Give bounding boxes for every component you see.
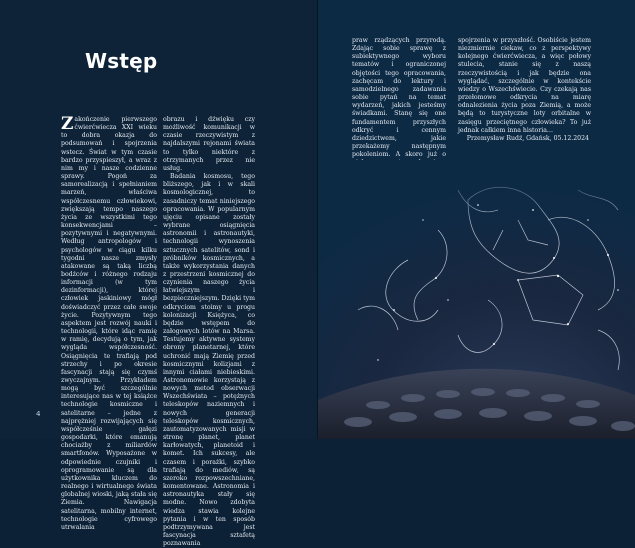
left-page — [0, 0, 317, 548]
drop-cap: Z — [61, 114, 74, 134]
paragraph: obrazu i dźwięku czy możliwość komunikacji w czasie rzeczywistym z najdalszymi rejonami świata to tylko niektóre z otrzymanych przez nie usług. — [163, 116, 255, 172]
paragraph: Badania kosmosu, tego bliższego, jak i w skali kosmologicznej, to zasadniczy temat niniejszego opracowania. W popularnym ujęciu opisane zostały wybrane osiągnięcia astronomii i astronautyki, technologii wynoszenia sztucznych satelitów, sond i próbników kosmicznych, a także wykorzystania danych z przestrzeni kosmicznej do czynienia naszego życia łatwiejszym i bezpieczniejszym. Dzięki tym odkryciom stoimy u progu kolonizacji Księżyca, co będzie wstępem do załogowych lotów na Marsa. Testujemy aktywne systemy obrony planetarnej, które uchronić mają Ziemię przed kosmicznymi kolizjami z innymi ciałami niebieskimi. Astronomowie korzystają z nowych metod obserwacji Wszechświata – potężnych teleskopów naziemnych i nowych generacji teleskopów kosmicznych, zautomatyzowanych misji w stronę planet, planet karłowatych, planetoid i komet. Ich sukcesy, ale czasem i porażki, szybko trafiają do mediów, są szeroko rozpowszechniane, komentowane. Astronomia i astronautyka stały się modne. Nowo zdobyta wiedza stawia kolejne pytania i w ten sposób podtrzymywana jest fascynacja sztafetą poznawania — [163, 173, 255, 548]
text-column-4 — [458, 37, 591, 143]
author-signature: Przemysław Rudź, Gdańsk, 05.12.2024 — [466, 134, 589, 142]
paragraph — [61, 116, 157, 532]
chapter-title: Wstęp — [85, 49, 158, 73]
right-page — [318, 0, 635, 439]
page-number: 4 — [36, 410, 41, 418]
planetarium-photo — [318, 160, 635, 439]
text-column-1 — [61, 116, 157, 532]
text-column-2 — [163, 116, 255, 548]
paragraph: spojrzenia w przyszłość. Osobiście jestem niezmiernie ciekaw, co z perspektywy kolejnego ćwierćwiecza, a więc połowy stulecia, stanie się z naszą rzeczywistością i jak będzie ona wyglądać, szczególnie w kontekście wiedzy o Wszechświecie. Czy czekają nas przełomowe odkrycia na miarę odnalezienia życia poza Ziemią, a może będą to turystyczne loty orbitalne w zasięgu przeciętnego człowieka? To już jednak całkiem inna historia… — [458, 37, 591, 134]
paragraph-text: akończenie pierwszego ćwierćwiecza XXI wieku to dobra okazja do podsumowań i spojrzenia wstecz. Świat w tym czasie bardzo przyspieszył, a wraz z nim my i nasze codzienne sprawy. Pogoń za samorealizacją i spełnianiem marzeń, właściwa współczesnemu człowiekowi, zwiększają tempo naszego życia ze wszystkimi tego konsekwencjami – pozytywnymi i negatywnymi. Według antropologów i psychologów w ciągu kilku tygodni nasze zmysły atakowane są taką liczbą bodźców i różnego rodzaju informacji (w tym dezinformacji), której człowiek jaskiniowy mógł doświadczyć przez całe swoje życie. Pozytywnym tego aspektem jest rozwój nauki i technologii, które idąc ramię w ramię, decydują o tym, jak wygląda współczesność. Osiągnięcia te trafiają pod strzechy i po okresie fascynacji stają się czymś zwyczajnym. Przykładem mogą być szczególnie interesujące nas w tej książce technologie kosmiczne i satelitarne – jedne z najprężniej rozwijających się współcześnie gałęzi gospodarki, które emanują chociażby z miliardów smartfonów. Wyposażone w odpowiednie czujniki i oprogramowanie są dla użytkownika kluczem do realnego i wirtualnego świata globalnej wioski, jaką stała się Ziemia. Nawigacja satelitarna, mobilny internet, technologie cyfrowego utrwalania — [61, 116, 157, 531]
paragraph: praw rządzących przyrodą. Zdając sobie sprawę z subiektywnego wyboru tematów i ograniczonej objętości tego opracowania, zachęcam do lektury i samodzielnego zadawania sobie pytań na temat wydarzeń, jakich jesteśmy świadkami. Stanę się one fundamentem przyszłych odkryć i cennym dziedzictwem, jakie przekażemy następnym pokoleniom. A skoro już o — [352, 37, 446, 159]
